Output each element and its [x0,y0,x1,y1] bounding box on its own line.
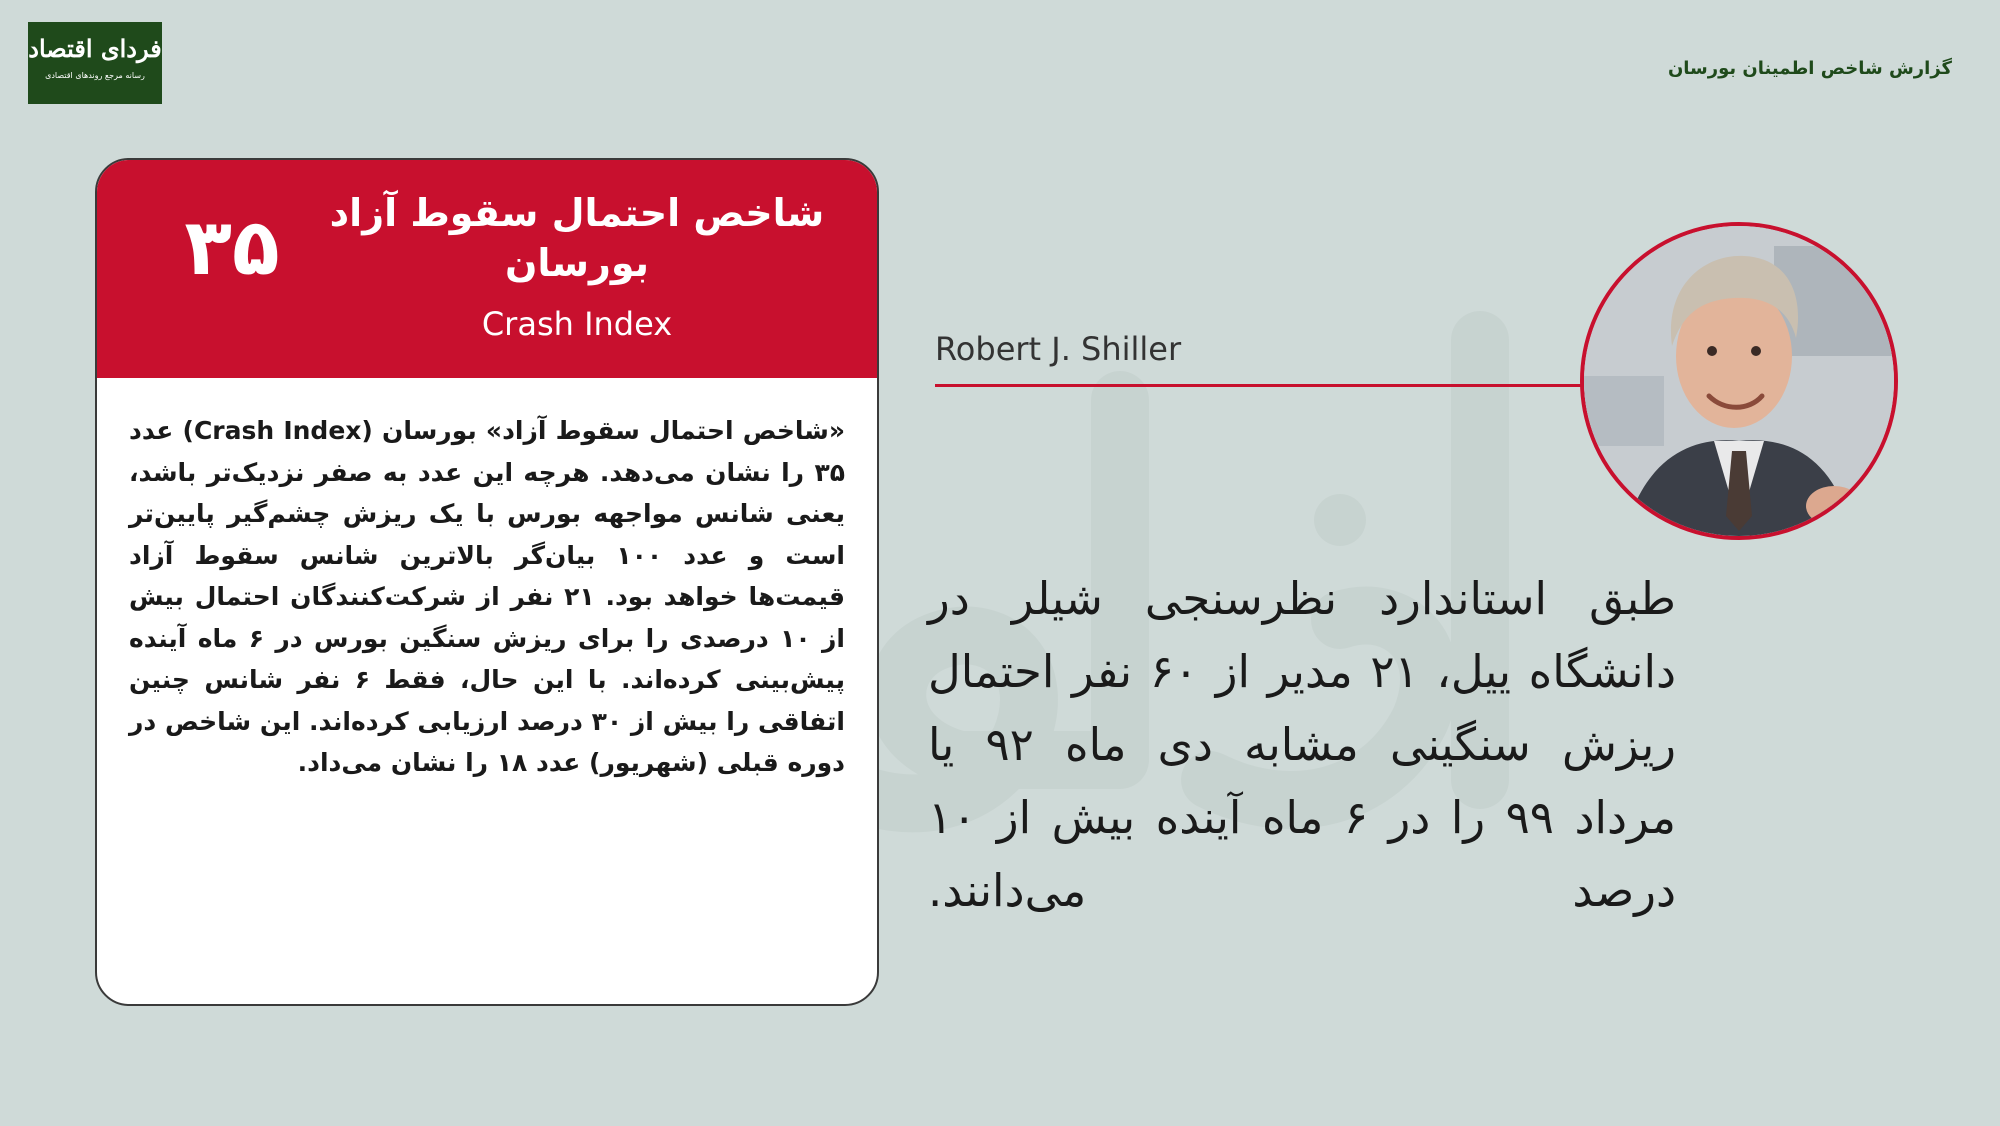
person-name: Robert J. Shiller [935,330,1182,368]
logo-text: فردای اقتصاد [28,34,162,63]
divider-line [935,384,1585,387]
logo-tagline: رسانه مرجع روندهای اقتصادی [45,71,145,80]
brand-logo [28,22,162,104]
quote-text: طبق استاندارد نظرسنجی شیلر در دانشگاه ییل، ۲۱ مدیر از ۶۰ نفر احتمال ریزش سنگینی مشابه دی ماه ۹۲ یا مرداد ۹۹ را در ۶ ماه آینده بیش از ۱۰ درصد می‌دانند. [928,572,1677,917]
card-title: شاخص احتمال سقوط آزاد بورسان [329,191,825,285]
index-card [95,158,879,1006]
report-title: گزارش شاخص اطمینان بورسان [1667,58,1952,79]
portrait-photo [1580,222,1898,540]
index-value: ۳۵ [184,203,280,293]
card-header [97,160,877,378]
card-subtitle: Crash Index [481,305,673,343]
portrait-illustration [1584,226,1894,536]
card-body-text: «شاخص احتمال سقوط آزاد» بورسان (Crash Index) عدد ۳۵ را نشان می‌دهد. هرچه این عدد به صفر نزدیک‌تر باشد، یعنی شانس مواجهه بورس با یک ریزش چشم‌گیر پایین‌تر است و عدد ۱۰۰ بیان‌گر بالاترین شانس سقوط آزاد قیمت‌ها خواهد بود. ۲۱ نفر از شرکت‌کنندگان احتمال بیش از ۱۰ درصدی را برای ریزش سنگین بورس در ۶ ماه آینده پیش‌بینی کرده‌اند. با این حال، فقط ۶ نفر شانس چنین اتفاقی را بیش از ۳۰ درصد ارزیابی کرده‌اند. این شاخص در دوره قبلی (شهریور) عدد ۱۸ را نشان می‌داد. [129,416,845,777]
